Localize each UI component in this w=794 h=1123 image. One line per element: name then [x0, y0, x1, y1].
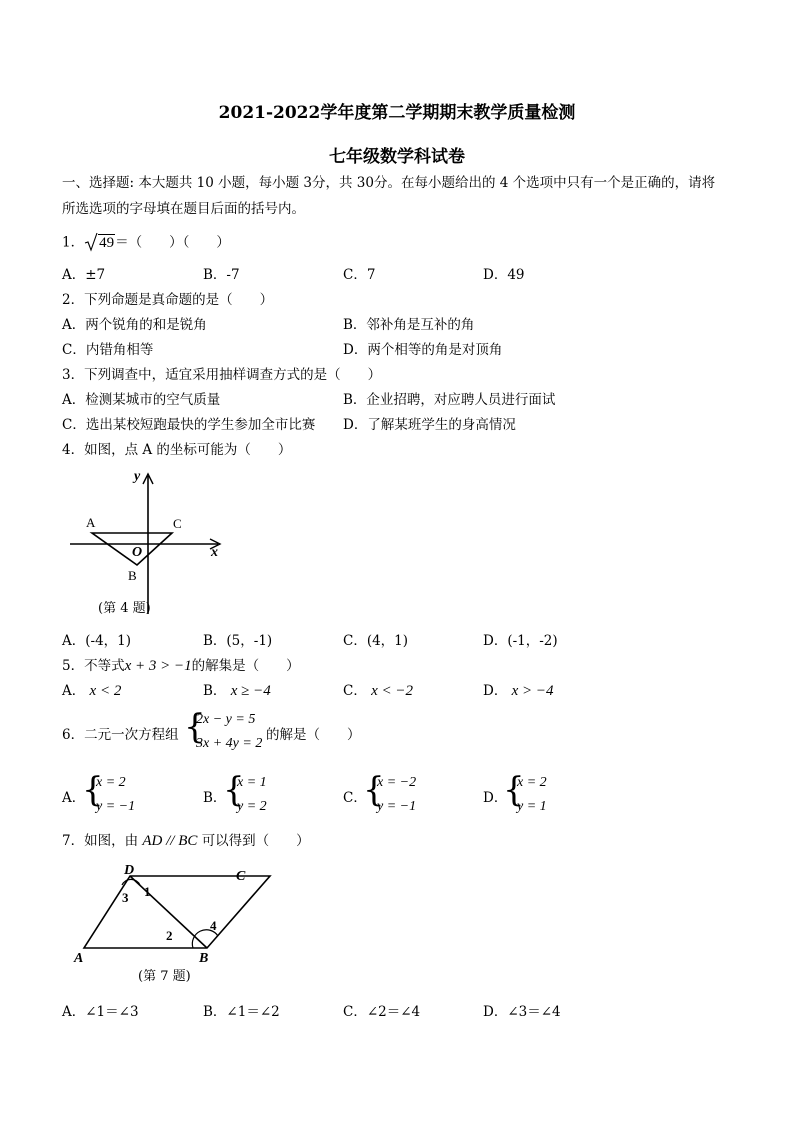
- q5-suffix: 的解集是（ ）: [191, 658, 300, 674]
- q5-option-d-letter: D．: [483, 683, 508, 699]
- q3-stem: 3．下列调查中，适宜采用抽样调查方式的是（ ）: [62, 367, 382, 383]
- q1-stem: [62, 233, 230, 253]
- q2-option-c[interactable]: C．内错角相等: [62, 342, 154, 358]
- q6-eq2: 3x + 4y = 2: [196, 736, 263, 751]
- q6-option-d-line1: x = 2: [517, 775, 547, 790]
- section-instruction-line2: 所选选项的字母填在题目后面的括号内。: [62, 201, 305, 217]
- q1-number: 1．: [62, 234, 85, 251]
- q7-label-a: A: [74, 951, 84, 966]
- q4-label-c: C: [173, 516, 182, 531]
- q6-eq1: 2x − y = 5: [196, 712, 256, 727]
- q7-stem: [62, 832, 310, 850]
- q7-suffix: 可以得到（ ）: [201, 833, 310, 849]
- q6-option-a-line1: x = 2: [96, 775, 126, 790]
- q1-tail: ＝（ ）（ ）: [115, 234, 230, 251]
- q4-label-a: A: [86, 515, 96, 530]
- q5-option-c-expr: x < −2: [371, 683, 414, 699]
- q6-option-c-line1: x = −2: [377, 775, 417, 790]
- q5-inequality: x + 3 > −1: [124, 658, 192, 674]
- q7-label-c: C: [236, 869, 246, 884]
- q5-option-d[interactable]: [483, 682, 554, 700]
- q4-stem: 4．如图，点 A 的坐标可能为（ ）: [62, 442, 292, 458]
- q6-option-a-line2: y = −1: [96, 799, 136, 814]
- q3-option-d[interactable]: D．了解某班学生的身高情况: [343, 417, 516, 433]
- q7-label-b: B: [199, 951, 209, 966]
- q4-figure: [62, 462, 242, 622]
- q7-condition: AD // BC: [142, 833, 198, 849]
- q4-label-o: O: [132, 545, 143, 560]
- q7-caption: (第 7 题): [138, 969, 191, 984]
- q6-option-c-line2: y = −1: [377, 799, 417, 814]
- q4-label-y: y: [134, 469, 141, 484]
- q5-option-a-expr: x < 2: [89, 683, 122, 699]
- q6-prefix: 6．二元一次方程组: [62, 727, 179, 743]
- q4-caption: (第 4 题): [98, 601, 151, 616]
- q6-option-b-line2: y = 2: [237, 799, 267, 814]
- exam-subtitle: 七年级数学科试卷: [329, 147, 465, 167]
- q7-label-angle1: 1: [144, 884, 151, 899]
- q4-label-x: x: [211, 545, 218, 560]
- q6-option-b-letter[interactable]: B．: [203, 790, 227, 806]
- sqrt-icon: [84, 232, 98, 252]
- q7-option-c[interactable]: C．∠2＝∠4: [343, 1004, 421, 1020]
- q7-prefix: 7．如图，由: [62, 833, 139, 849]
- q5-option-b[interactable]: [203, 682, 271, 700]
- q4-option-c[interactable]: C．(4，1): [343, 633, 409, 649]
- q5-option-b-letter: B．: [203, 683, 227, 699]
- q1-radicand: 49: [99, 234, 115, 251]
- q5-stem: [62, 657, 300, 675]
- q4-option-b[interactable]: B．(5，-1): [203, 633, 273, 649]
- q7-label-d: D: [124, 863, 135, 878]
- q7-label-angle2: 2: [166, 928, 173, 943]
- q6-option-d-brace-icon: {: [503, 770, 525, 810]
- q3-option-b[interactable]: B．企业招聘，对应聘人员进行面试: [343, 392, 556, 408]
- q5-prefix: 5．不等式: [62, 658, 125, 674]
- q4-option-a[interactable]: A．(-4，1): [62, 633, 132, 649]
- q1-option-a[interactable]: A．±7: [62, 267, 106, 283]
- q6-suffix: 的解是（ ）: [266, 727, 361, 743]
- q6-option-a-brace-icon: {: [82, 770, 104, 810]
- q5-option-a[interactable]: [62, 682, 121, 700]
- q6-option-b-brace-icon: {: [223, 770, 245, 810]
- section-instruction-line1: 一、选择题: 本大题共 10 小题，每小题 3分，共 30分。在每小题给出的 4 个选项中只有一个是正确的，请将: [62, 175, 716, 191]
- q2-stem: 2．下列命题是真命题的是（ ）: [62, 292, 274, 308]
- q4-option-d[interactable]: D．(-1，-2): [483, 633, 558, 649]
- q5-option-c-letter: C．: [343, 683, 367, 699]
- q6-option-c-brace-icon: {: [363, 770, 385, 810]
- q1-option-d[interactable]: D．49: [483, 267, 525, 283]
- q6-option-d-letter[interactable]: D．: [483, 790, 508, 806]
- q5-option-d-expr: x > −4: [511, 683, 554, 699]
- q1-option-b[interactable]: B．-7: [203, 267, 240, 283]
- q3-option-a[interactable]: A．检测某城市的空气质量: [62, 392, 221, 408]
- q4-label-b: B: [128, 568, 137, 583]
- q6-system-brace-icon: {: [184, 707, 206, 747]
- q2-option-d[interactable]: D．两个相等的角是对顶角: [343, 342, 503, 358]
- q6-option-b-line1: x = 1: [237, 775, 267, 790]
- q7-option-a[interactable]: A．∠1＝∠3: [62, 1004, 139, 1020]
- q6-option-d-line2: y = 1: [517, 799, 547, 814]
- q7-label-angle4: 4: [210, 918, 217, 933]
- q7-label-angle3: 3: [122, 890, 129, 905]
- q7-figure: [62, 858, 282, 993]
- q7-option-b[interactable]: B．∠1＝∠2: [203, 1004, 280, 1020]
- q3-option-c[interactable]: C．选出某校短跑最快的学生参加全市比赛: [62, 417, 316, 433]
- q7-parallelogram: [84, 876, 270, 948]
- q2-option-b[interactable]: B．邻补角是互补的角: [343, 317, 475, 333]
- q2-option-a[interactable]: A．两个锐角的和是锐角: [62, 317, 207, 333]
- q6-option-c-letter[interactable]: C．: [343, 790, 367, 806]
- q7-option-d[interactable]: D．∠3＝∠4: [483, 1004, 561, 1020]
- q1-option-c[interactable]: C．7: [343, 267, 376, 283]
- exam-title: 2021-2022学年度第二学期期末教学质量检测: [218, 103, 576, 123]
- q5-option-b-expr: x ≥ −4: [230, 683, 271, 699]
- q5-option-a-letter: A．: [62, 683, 86, 699]
- q5-option-c[interactable]: [343, 682, 413, 700]
- q6-option-a-letter[interactable]: A．: [62, 790, 86, 806]
